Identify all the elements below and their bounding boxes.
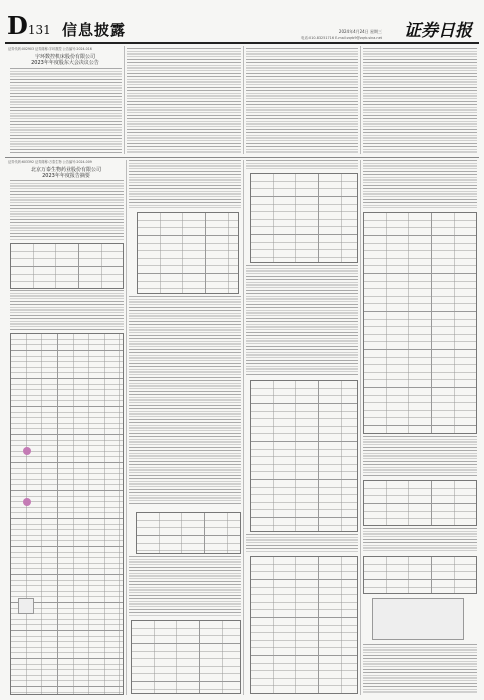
col3-text-c [246,534,358,552]
column-rule [126,160,127,695]
col4-structure-chart [372,598,464,640]
col4-text-a [363,160,477,208]
notice-top-stock: 证券代码:002903 证券简称:宇环数控 公告编号:2024-016 [8,47,92,51]
notice-top [8,46,122,66]
col2-text-b [129,296,241,506]
col3-table-b [250,380,358,532]
col1-text-b [10,290,124,330]
column-rule [360,46,361,154]
col4-table-b [363,480,477,526]
masthead-logo: 证券日报 [404,21,472,41]
notice-top-title-1: 宇环数控机床股份有限公司 [34,54,95,60]
notice-top-text-col3 [246,48,358,154]
contact-line: 电话:010-83251716 E-mail:zqrb9@zqrb.sina.net [301,36,382,40]
notice-top-text-col1 [10,68,122,154]
newspaper-header [0,0,484,44]
col4-table-c [363,556,477,594]
page-number: 131 [27,23,51,37]
section-title: 信息披露 [62,21,127,39]
column-rule [360,160,361,695]
dateline: 2024年4月24日 星期三 [338,29,382,34]
notice-bottom-title-2: 2023年年度报告摘要 [42,173,90,179]
col1-text-a [10,180,124,240]
col1-pink-mark [23,498,31,506]
col3-text-b [246,265,358,375]
col2-table-a [137,212,239,294]
col1-thumbnail [18,598,34,614]
section-divider [5,157,479,158]
notice-bottom [8,159,124,179]
col2-text-a [129,160,241,208]
notice-bottom-title-1: 北京万泰生物药业股份有限公司 [30,167,101,173]
col4-text-c [363,528,477,552]
header-rule [5,42,479,44]
column-rule [243,160,244,695]
notice-top-text-col4 [363,48,477,154]
col4-text-b [363,436,477,476]
col2-table-c [131,620,241,694]
page-letter: D [7,11,28,40]
col1-table-a [10,243,124,289]
col4-text-d [363,644,477,694]
col1-table-patents [10,333,124,695]
notice-bottom-stock: 证券代码:603392 证券简称:万泰生物 公告编号:2024-009 [8,160,92,164]
notice-top-text-col2 [127,48,241,154]
col1-pink-mark [23,447,31,455]
column-rule [124,46,125,154]
col4-table-a [363,212,477,434]
col2-text-c [129,556,241,616]
col3-text-a [246,160,358,170]
col3-table-a [250,173,358,263]
column-rule [243,46,244,154]
col2-table-b [136,512,241,554]
col3-table-c [250,556,358,694]
page-code [7,11,51,42]
notice-top-title-2: 2023年年度股东大会决议公告 [31,60,99,66]
